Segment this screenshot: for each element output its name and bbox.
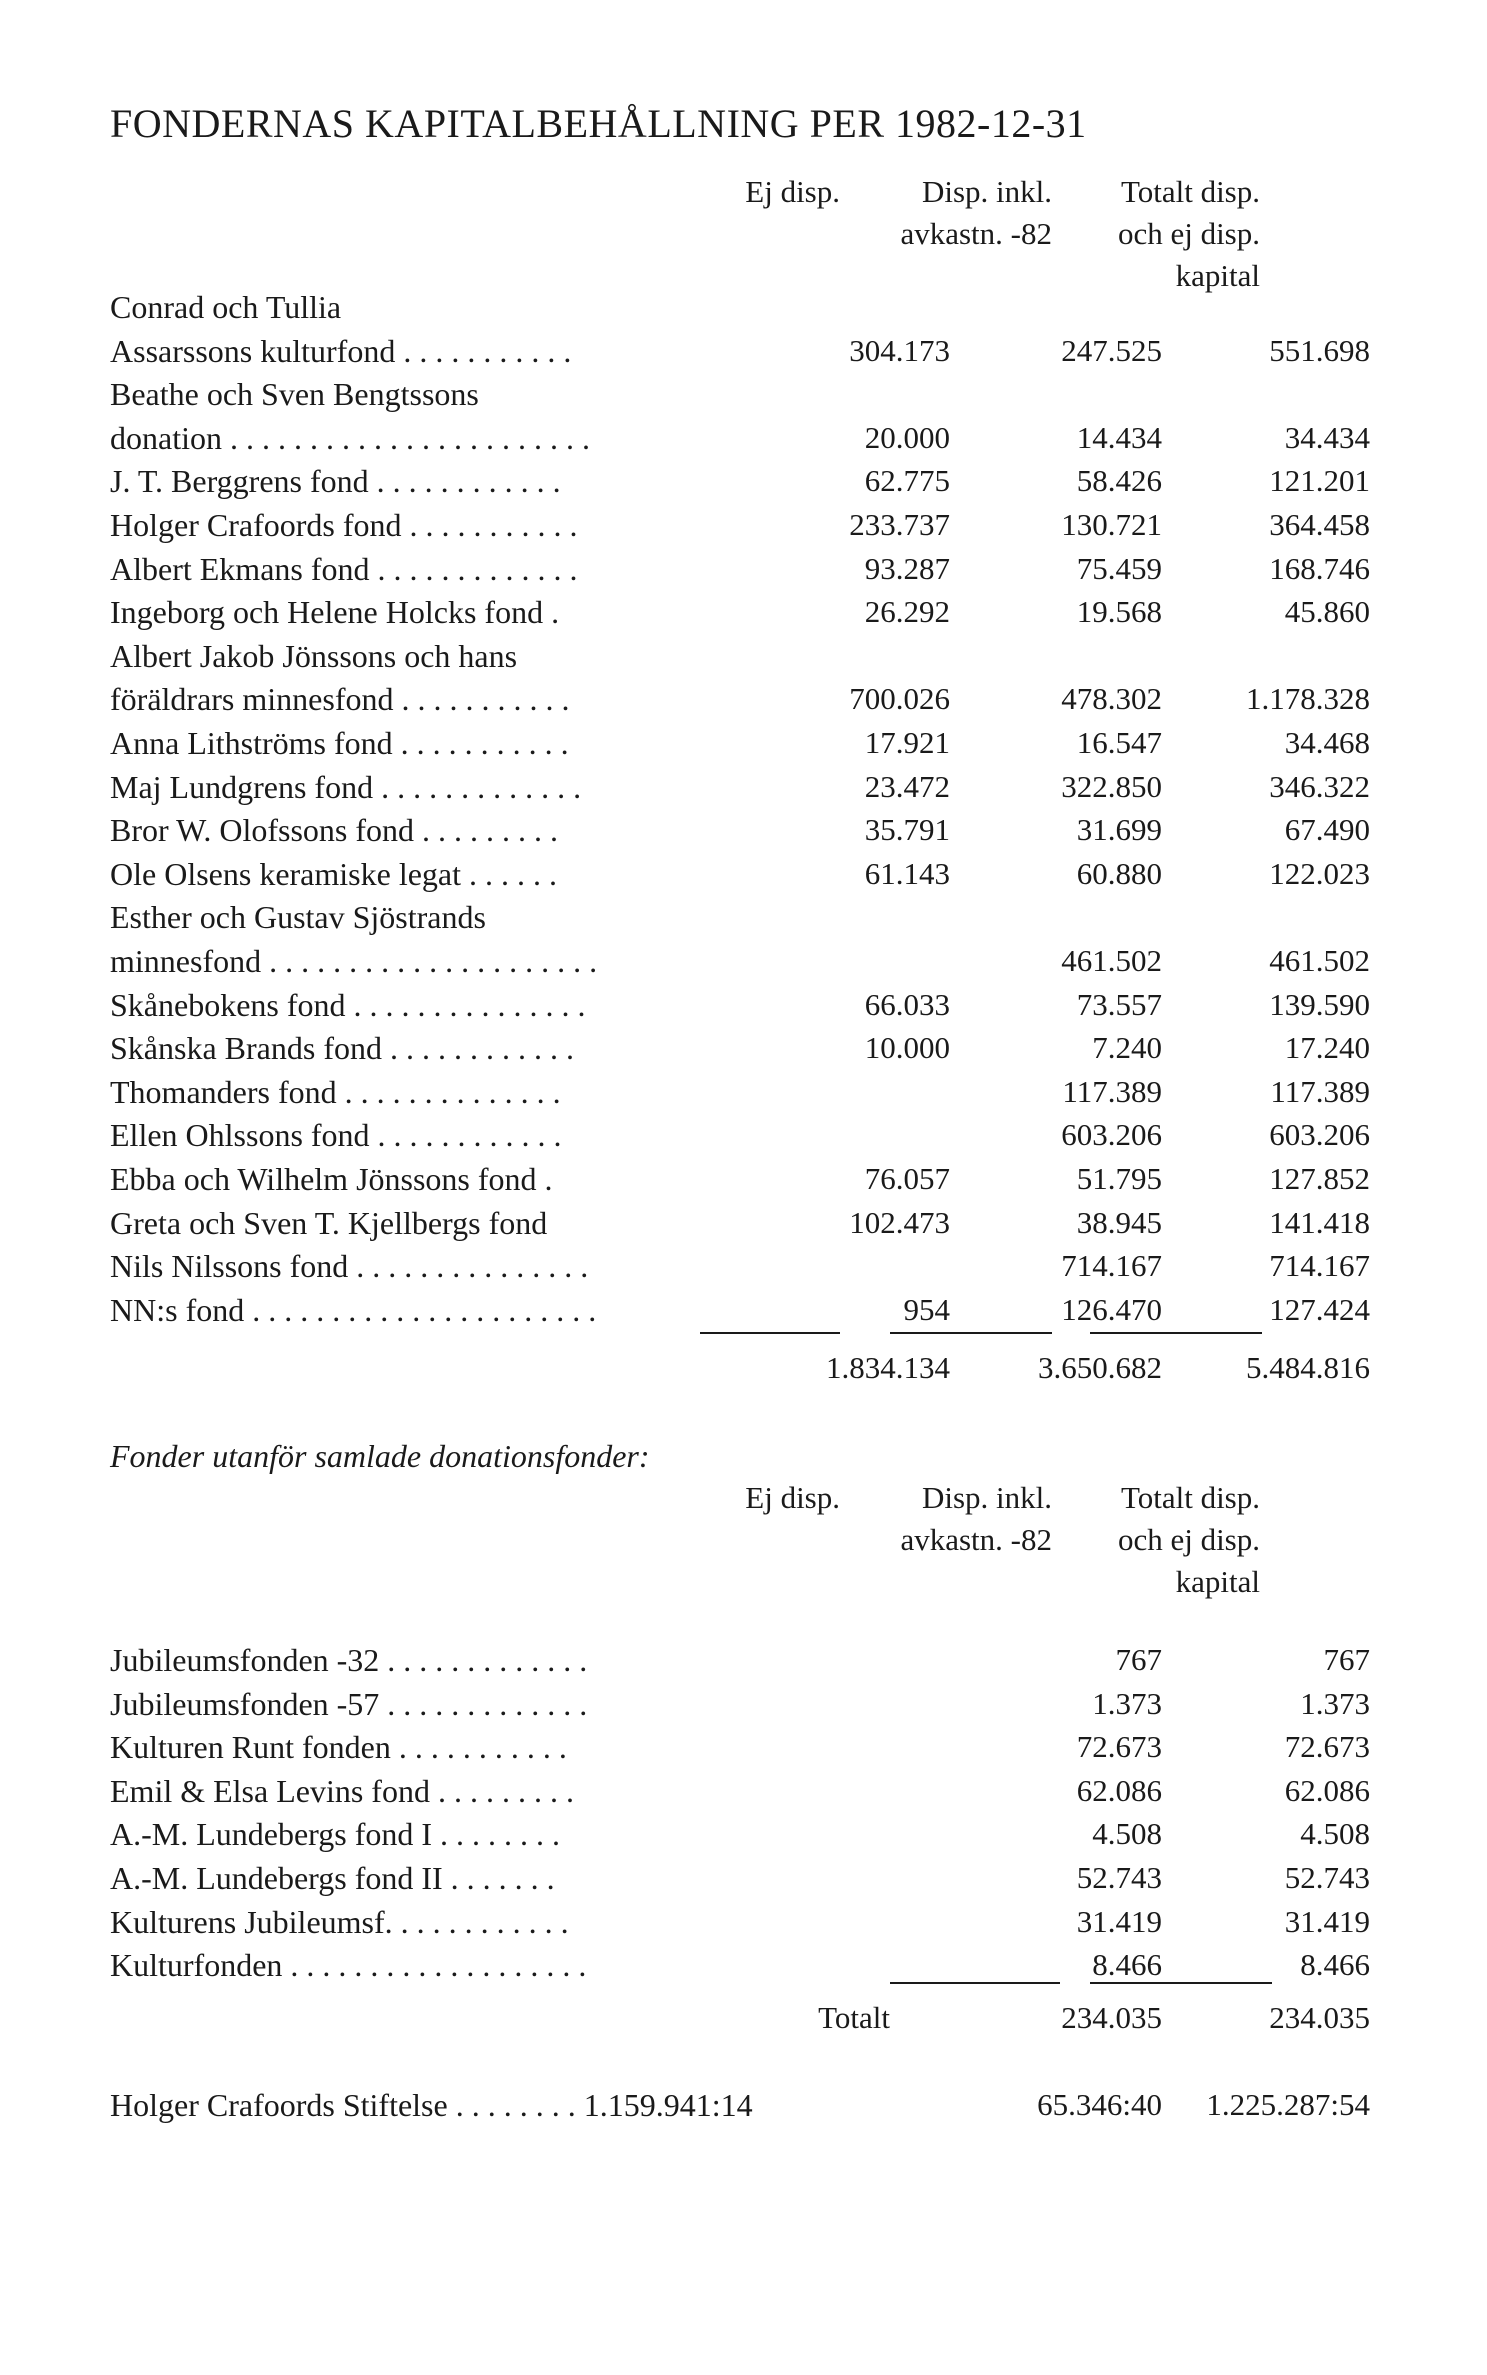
fund-row bbox=[110, 808, 1370, 852]
fund-name: föräldrars minnesfond . . . . . . . . . . . bbox=[110, 681, 570, 718]
fund-ej-disp: 954 bbox=[903, 1291, 950, 1327]
outside-fund-disp: 4.508 bbox=[1092, 1816, 1162, 1852]
fund-total: 45.860 bbox=[1284, 594, 1370, 630]
fund-row bbox=[110, 590, 1370, 634]
fund-name: Greta och Sven T. Kjellbergs fond bbox=[110, 1204, 548, 1241]
outside-fund-total: 72.673 bbox=[1284, 1729, 1370, 1765]
col-header-kapital-2: kapital bbox=[1175, 1564, 1260, 1599]
fund-disp: 31.699 bbox=[1076, 812, 1162, 848]
outside-fund-name: A.-M. Lundebergs fond I . . . . . . . . bbox=[110, 1816, 561, 1853]
fund-disp: 714.167 bbox=[1061, 1248, 1162, 1284]
fund-disp: 38.945 bbox=[1076, 1204, 1162, 1240]
outside-fund-name: Emil & Elsa Levins fond . . . . . . . . . bbox=[110, 1772, 574, 1809]
crafoord-foundation-disp: 65.346:40 bbox=[1037, 2087, 1162, 2122]
fund-disp: 14.434 bbox=[1076, 419, 1162, 455]
fund-name: Ole Olsens keramiske legat . . . . . . bbox=[110, 855, 557, 892]
outside-fund-row bbox=[110, 1682, 1370, 1726]
fund-row bbox=[110, 677, 1370, 721]
fund-row bbox=[110, 939, 1370, 983]
rule-col2 bbox=[890, 1332, 1052, 1334]
fund-total: 603.206 bbox=[1269, 1117, 1370, 1153]
fund-name: minnesfond . . . . . . . . . . . . . . . . . . . . . bbox=[110, 943, 598, 979]
outside-fund-row bbox=[110, 1638, 1370, 1682]
outside-fund-row bbox=[110, 1812, 1370, 1856]
fund-name: J. T. Berggrens fond . . . . . . . . . . . . bbox=[110, 463, 561, 500]
fund-total: 34.434 bbox=[1284, 419, 1370, 455]
crafoord-foundation-label: Holger Crafoords Stiftelse . . . . . . . . 1.159.941:14 bbox=[110, 2087, 753, 2123]
fund-ej-disp: 76.057 bbox=[864, 1161, 950, 1196]
col-header-totalt-disp-2: Totalt disp. bbox=[1120, 1480, 1260, 1515]
fund-disp: 126.470 bbox=[1061, 1291, 1162, 1327]
col-header-disp-avkastn: avkastn. -82 bbox=[900, 216, 1052, 251]
fund-ej-disp: 62.775 bbox=[864, 463, 950, 499]
rule-col1 bbox=[700, 1332, 840, 1334]
fund-name: Skånebokens fond . . . . . . . . . . . . . . . bbox=[110, 986, 586, 1023]
outside-fund-total: 1.373 bbox=[1300, 1685, 1370, 1721]
fund-total: 461.502 bbox=[1269, 943, 1370, 978]
rule-outside-col3 bbox=[1090, 1982, 1272, 1984]
outside-fund-name: Kulturfonden . . . . . . . . . . . . . . . . . . . bbox=[110, 1947, 587, 1984]
outside-total-label: Totalt bbox=[818, 2000, 890, 2035]
outside-fund-row bbox=[110, 1769, 1370, 1813]
fund-name: Albert Jakob Jönssons och hans bbox=[110, 637, 518, 674]
outside-fund-row bbox=[110, 1856, 1370, 1900]
fund-total: 139.590 bbox=[1269, 986, 1370, 1022]
outside-fund-name: Jubileumsfonden -32 . . . . . . . . . . . . . bbox=[110, 1642, 588, 1678]
fund-row bbox=[110, 852, 1370, 896]
fund-row bbox=[110, 329, 1370, 373]
fund-name: Bror W. Olofssons fond . . . . . . . . . bbox=[110, 812, 559, 849]
fund-name: Ellen Ohlssons fond . . . . . . . . . . . . bbox=[110, 1117, 562, 1154]
fund-disp: 75.459 bbox=[1076, 550, 1162, 586]
fund-ej-disp: 233.737 bbox=[849, 507, 950, 542]
fund-disp: 117.389 bbox=[1062, 1073, 1162, 1109]
fund-ej-disp: 700.026 bbox=[849, 681, 950, 717]
fund-total: 122.023 bbox=[1269, 855, 1370, 891]
rule-col3 bbox=[1090, 1332, 1262, 1334]
col-header-disp-inkl-2: Disp. inkl. bbox=[921, 1480, 1052, 1515]
fund-ej-disp: 93.287 bbox=[864, 550, 950, 586]
fund-total: 121.201 bbox=[1269, 463, 1370, 499]
outside-fund-row bbox=[110, 1725, 1370, 1769]
outside-fund-total: 8.466 bbox=[1300, 1947, 1370, 1983]
outside-fund-name: Jubileumsfonden -57 . . . . . . . . . . . . . bbox=[110, 1685, 588, 1722]
funds-total-ej: 1.834.134 bbox=[826, 1350, 950, 1385]
section-heading-outside-funds: Fonder utanför samlade donationsfonder: bbox=[110, 1438, 650, 1474]
fund-total: 117.389 bbox=[1270, 1073, 1370, 1109]
fund-disp: 603.206 bbox=[1061, 1117, 1162, 1153]
fund-row bbox=[110, 1070, 1370, 1114]
outside-fund-name: Kulturen Runt fonden . . . . . . . . . . . bbox=[110, 1729, 567, 1766]
fund-total: 127.852 bbox=[1269, 1161, 1370, 1196]
fund-name: Conrad och Tullia bbox=[110, 289, 342, 325]
outside-fund-disp: 62.086 bbox=[1076, 1772, 1162, 1808]
funds-total-row bbox=[110, 1346, 1370, 1390]
outside-fund-name: Kulturens Jubileumsf. . . . . . . . . . . . bbox=[110, 1903, 569, 1940]
outside-fund-total: 767 bbox=[1323, 1642, 1370, 1677]
rule-outside-col2 bbox=[890, 1982, 1060, 1984]
outside-fund-disp: 72.673 bbox=[1076, 1729, 1162, 1765]
fund-ej-disp: 20.000 bbox=[864, 419, 950, 455]
fund-name: Holger Crafoords fond . . . . . . . . . . . bbox=[110, 507, 578, 543]
fund-ej-disp: 10.000 bbox=[864, 1030, 950, 1066]
fund-name: Albert Ekmans fond . . . . . . . . . . . . . bbox=[110, 550, 578, 587]
fund-disp: 322.850 bbox=[1061, 768, 1162, 804]
col-header-och-ej-disp: och ej disp. bbox=[1117, 216, 1260, 251]
outside-fund-disp: 31.419 bbox=[1076, 1903, 1162, 1939]
col-header-ej-disp: Ej disp. bbox=[745, 174, 840, 209]
fund-name: Esther och Gustav Sjöstrands bbox=[110, 899, 486, 936]
fund-row bbox=[110, 634, 1270, 678]
outside-fund-total: 31.419 bbox=[1284, 1903, 1370, 1939]
crafoord-foundation-tot: 1.225.287:54 bbox=[1206, 2087, 1370, 2122]
fund-name: NN:s fond . . . . . . . . . . . . . . . . . . . . . . bbox=[110, 1291, 597, 1328]
outside-fund-disp: 1.373 bbox=[1092, 1685, 1162, 1721]
fund-row bbox=[110, 503, 1370, 547]
outside-fund-total: 52.743 bbox=[1284, 1860, 1370, 1895]
fund-total: 346.322 bbox=[1269, 768, 1370, 804]
fund-row bbox=[110, 765, 1370, 809]
fund-row bbox=[110, 547, 1370, 591]
fund-name: Maj Lundgrens fond . . . . . . . . . . . . . bbox=[110, 768, 582, 805]
fund-disp: 478.302 bbox=[1061, 681, 1162, 717]
outside-fund-disp: 767 bbox=[1115, 1642, 1162, 1677]
col-header-disp-avkastn-2: avkastn. -82 bbox=[900, 1522, 1052, 1557]
fund-ej-disp: 66.033 bbox=[864, 986, 950, 1022]
fund-disp: 16.547 bbox=[1076, 725, 1162, 760]
fund-row bbox=[110, 1026, 1370, 1070]
fund-disp: 247.525 bbox=[1061, 332, 1162, 368]
page-title: FONDERNAS KAPITALBEHÅLLNING PER 1982-12-31 bbox=[110, 101, 1087, 146]
col-header-totalt-disp: Totalt disp. bbox=[1120, 174, 1260, 209]
fund-name: Assarssons kulturfond . . . . . . . . . . . bbox=[110, 332, 572, 369]
fund-total: 17.240 bbox=[1284, 1030, 1370, 1066]
fund-total: 714.167 bbox=[1269, 1248, 1370, 1284]
fund-row bbox=[110, 285, 1270, 329]
outside-total-row bbox=[110, 1996, 1370, 2040]
fund-ej-disp: 61.143 bbox=[864, 855, 950, 891]
outside-fund-disp: 8.466 bbox=[1092, 1947, 1162, 1983]
fund-row bbox=[110, 1113, 1370, 1157]
fund-total: 67.490 bbox=[1284, 812, 1370, 848]
fund-disp: 7.240 bbox=[1092, 1030, 1162, 1066]
outside-fund-row bbox=[110, 1900, 1370, 1944]
outside-fund-total: 4.508 bbox=[1300, 1816, 1370, 1852]
funds-total-disp: 3.650.682 bbox=[1038, 1350, 1162, 1385]
fund-ej-disp: 23.472 bbox=[864, 768, 950, 804]
fund-row bbox=[110, 895, 1270, 939]
fund-disp: 60.880 bbox=[1076, 855, 1162, 891]
fund-row bbox=[110, 1288, 1370, 1332]
fund-row bbox=[110, 1201, 1370, 1245]
col-header-och-ej-disp-2: och ej disp. bbox=[1117, 1522, 1260, 1557]
col-header-disp-inkl: Disp. inkl. bbox=[921, 174, 1052, 209]
col-header-kapital: kapital bbox=[1175, 258, 1260, 293]
crafoord-foundation-row bbox=[110, 2083, 1370, 2127]
fund-ej-disp: 17.921 bbox=[864, 725, 950, 760]
outside-fund-total: 62.086 bbox=[1284, 1772, 1370, 1808]
fund-ej-disp: 26.292 bbox=[864, 594, 950, 630]
fund-disp: 51.795 bbox=[1076, 1161, 1162, 1196]
fund-disp: 73.557 bbox=[1076, 986, 1162, 1022]
funds-total-tot: 5.484.816 bbox=[1246, 1350, 1370, 1385]
fund-disp: 130.721 bbox=[1061, 507, 1162, 542]
fund-row bbox=[110, 1244, 1370, 1288]
fund-total: 141.418 bbox=[1269, 1204, 1370, 1240]
outside-fund-name: A.-M. Lundebergs fond II . . . . . . . bbox=[110, 1860, 555, 1896]
outside-total-tot: 234.035 bbox=[1269, 2000, 1370, 2035]
fund-total: 1.178.328 bbox=[1246, 681, 1370, 717]
fund-ej-disp: 304.173 bbox=[849, 332, 950, 368]
fund-name: Nils Nilssons fond . . . . . . . . . . . . . . . bbox=[110, 1248, 589, 1285]
fund-name: Ingeborg och Helene Holcks fond . bbox=[110, 594, 560, 631]
fund-ej-disp: 35.791 bbox=[864, 812, 950, 848]
fund-name: Thomanders fond . . . . . . . . . . . . . . bbox=[110, 1073, 561, 1110]
outside-fund-row bbox=[110, 1943, 1370, 1987]
fund-total: 364.458 bbox=[1269, 507, 1370, 542]
fund-total: 34.468 bbox=[1284, 725, 1370, 760]
fund-total: 127.424 bbox=[1269, 1291, 1370, 1327]
outside-fund-disp: 52.743 bbox=[1076, 1860, 1162, 1895]
fund-name: donation . . . . . . . . . . . . . . . . . . . . . . . bbox=[110, 419, 590, 456]
fund-row bbox=[110, 416, 1370, 460]
fund-row bbox=[110, 721, 1370, 765]
fund-ej-disp: 102.473 bbox=[849, 1204, 950, 1240]
fund-row bbox=[110, 1157, 1370, 1201]
fund-row bbox=[110, 983, 1370, 1027]
fund-name: Beathe och Sven Bengtssons bbox=[110, 376, 479, 413]
fund-disp: 58.426 bbox=[1076, 463, 1162, 499]
fund-name: Skånska Brands fond . . . . . . . . . . . . bbox=[110, 1030, 574, 1067]
outside-total-disp: 234.035 bbox=[1061, 2000, 1162, 2035]
fund-disp: 19.568 bbox=[1076, 594, 1162, 630]
fund-total: 551.698 bbox=[1269, 332, 1370, 368]
fund-row bbox=[110, 459, 1370, 503]
fund-name: Anna Lithströms fond . . . . . . . . . . . bbox=[110, 725, 569, 761]
col-header-ej-disp-2: Ej disp. bbox=[745, 1480, 840, 1515]
fund-row bbox=[110, 372, 1270, 416]
fund-name: Ebba och Wilhelm Jönssons fond . bbox=[110, 1161, 553, 1197]
fund-total: 168.746 bbox=[1269, 550, 1370, 586]
fund-disp: 461.502 bbox=[1061, 943, 1162, 978]
